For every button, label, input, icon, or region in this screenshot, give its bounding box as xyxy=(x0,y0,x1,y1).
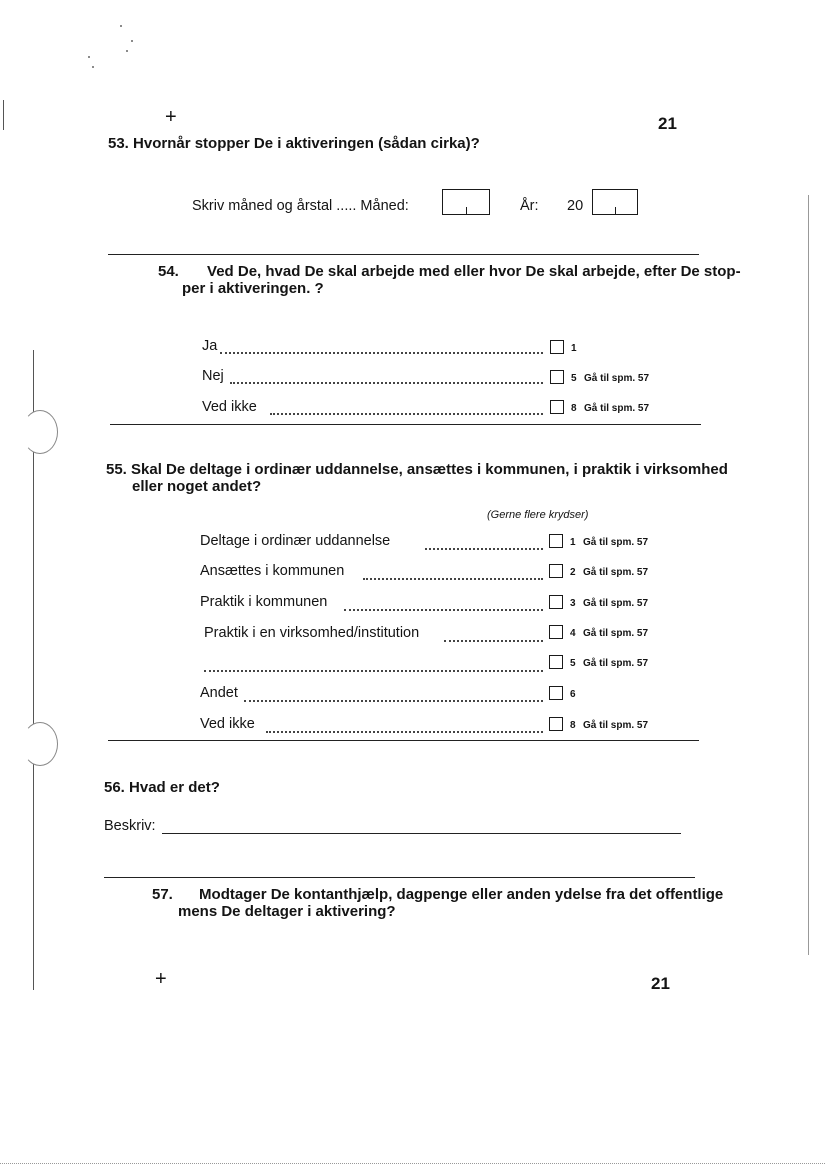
q55-option-5-write-in-dots[interactable] xyxy=(204,670,543,672)
leader-dots xyxy=(270,413,543,415)
question-55-number: 55. xyxy=(106,461,127,478)
scan-speck xyxy=(131,40,133,42)
scan-speck xyxy=(126,50,128,52)
question-57 xyxy=(152,886,723,903)
q55-option-vedikke-label: Ved ikke xyxy=(200,716,255,732)
q55-option-vedikke-checkbox[interactable] xyxy=(549,717,563,731)
q55-option-5-skip: Gå til spm. 57 xyxy=(583,658,649,669)
section-divider xyxy=(108,254,699,255)
q54-option-vedikke-skip: Gå til spm. 57 xyxy=(584,403,650,414)
question-53 xyxy=(108,135,480,152)
question-56-number: 56. xyxy=(104,779,125,796)
q55-option-2-label: Ansættes i kommunen xyxy=(200,563,345,579)
leader-dots xyxy=(344,609,543,611)
q55-option-4-skip: Gå til spm. 57 xyxy=(583,628,649,639)
registration-mark-top: + xyxy=(165,106,177,128)
leader-dots xyxy=(244,700,543,702)
year-input-box[interactable] xyxy=(592,189,638,215)
q53-instruction: Skriv måned og årstal ..... Måned: xyxy=(192,198,409,214)
punch-hole xyxy=(22,410,58,454)
describe-label: Beskriv: xyxy=(104,818,156,834)
q55-option-3-code: 3 xyxy=(570,598,576,609)
question-57-number: 57. xyxy=(152,886,173,903)
question-54-text-line1: Ved De, hvad De skal arbejde med eller hvor De skal arbejde, efter De stop- xyxy=(207,263,741,280)
q55-option-1-checkbox[interactable] xyxy=(549,534,563,548)
q54-option-nej-label: Nej xyxy=(202,368,224,384)
q55-option-2-skip: Gå til spm. 57 xyxy=(583,567,649,578)
question-54 xyxy=(158,263,741,280)
q55-option-2-code: 2 xyxy=(570,567,576,578)
q55-option-andet-code: 6 xyxy=(570,689,576,700)
q55-note: (Gerne flere krydser) xyxy=(487,509,589,521)
leader-dots xyxy=(425,548,543,550)
q55-option-5-checkbox[interactable] xyxy=(549,655,563,669)
q54-option-ja-code: 1 xyxy=(571,343,577,354)
scan-bottom-edge xyxy=(0,1163,825,1164)
leader-dots xyxy=(266,731,543,733)
q55-option-2-checkbox[interactable] xyxy=(549,564,563,578)
q55-option-1-code: 1 xyxy=(570,537,576,548)
punch-hole xyxy=(22,722,58,766)
scan-speck xyxy=(120,25,122,27)
section-divider xyxy=(108,740,699,741)
q54-option-nej-checkbox[interactable] xyxy=(550,370,564,384)
q54-option-vedikke-label: Ved ikke xyxy=(202,399,257,415)
q55-option-vedikke-skip: Gå til spm. 57 xyxy=(583,720,649,731)
page-number-bottom: 21 xyxy=(651,974,670,993)
q54-option-vedikke-code: 8 xyxy=(571,403,577,414)
year-prefix: 20 xyxy=(567,198,584,214)
question-55-text-line2: eller noget andet? xyxy=(132,478,262,495)
q55-option-3-checkbox[interactable] xyxy=(549,595,563,609)
year-label: År: xyxy=(520,198,539,214)
question-53-text: Hvornår stopper De i aktiveringen (sådan cirka)? xyxy=(133,135,480,152)
q54-option-vedikke-checkbox[interactable] xyxy=(550,400,564,414)
question-56 xyxy=(104,779,220,796)
q55-option-4-label: Praktik i en virksomhed/institution xyxy=(204,625,420,641)
month-input-box[interactable] xyxy=(442,189,490,215)
question-57-text-line2: mens De deltager i aktivering? xyxy=(178,903,396,920)
section-divider xyxy=(110,424,701,425)
section-divider xyxy=(104,877,695,878)
leader-dots xyxy=(363,578,543,580)
q55-option-5-code: 5 xyxy=(570,658,576,669)
scan-speck xyxy=(88,56,90,58)
registration-mark-bottom: + xyxy=(155,968,167,990)
question-54-number: 54. xyxy=(158,263,179,280)
q55-option-andet-label: Andet xyxy=(200,685,238,701)
question-55 xyxy=(106,461,728,478)
question-57-text-line1: Modtager De kontanthjælp, dagpenge eller anden ydelse fra det offentlige xyxy=(199,886,724,903)
question-53-number: 53. xyxy=(108,135,129,152)
q55-option-andet-checkbox[interactable] xyxy=(549,686,563,700)
q55-option-4-code: 4 xyxy=(570,628,576,639)
q54-option-ja-checkbox[interactable] xyxy=(550,340,564,354)
question-56-text: Hvad er det? xyxy=(129,779,220,796)
scan-edge-mark xyxy=(3,100,4,130)
q54-option-ja-label: Ja xyxy=(202,338,218,354)
leader-dots xyxy=(230,382,543,384)
q55-option-3-skip: Gå til spm. 57 xyxy=(583,598,649,609)
question-54-text-line2: per i aktiveringen. ? xyxy=(182,280,324,297)
q55-option-vedikke-code: 8 xyxy=(570,720,576,731)
q55-option-3-label: Praktik i kommunen xyxy=(200,594,328,610)
right-margin-line xyxy=(808,195,809,955)
question-55-text-line1: Skal De deltage i ordinær uddannelse, ansættes i kommunen, i praktik i virksomhed xyxy=(131,461,728,478)
describe-input-line[interactable] xyxy=(162,833,681,834)
page-number-top: 21 xyxy=(658,114,677,133)
leader-dots xyxy=(444,640,543,642)
q54-option-nej-skip: Gå til spm. 57 xyxy=(584,373,650,384)
q55-option-4-checkbox[interactable] xyxy=(549,625,563,639)
leader-dots xyxy=(220,352,543,354)
scan-speck xyxy=(92,66,94,68)
q55-option-1-label: Deltage i ordinær uddannelse xyxy=(200,533,391,549)
q54-option-nej-code: 5 xyxy=(571,373,577,384)
q55-option-1-skip: Gå til spm. 57 xyxy=(583,537,649,548)
